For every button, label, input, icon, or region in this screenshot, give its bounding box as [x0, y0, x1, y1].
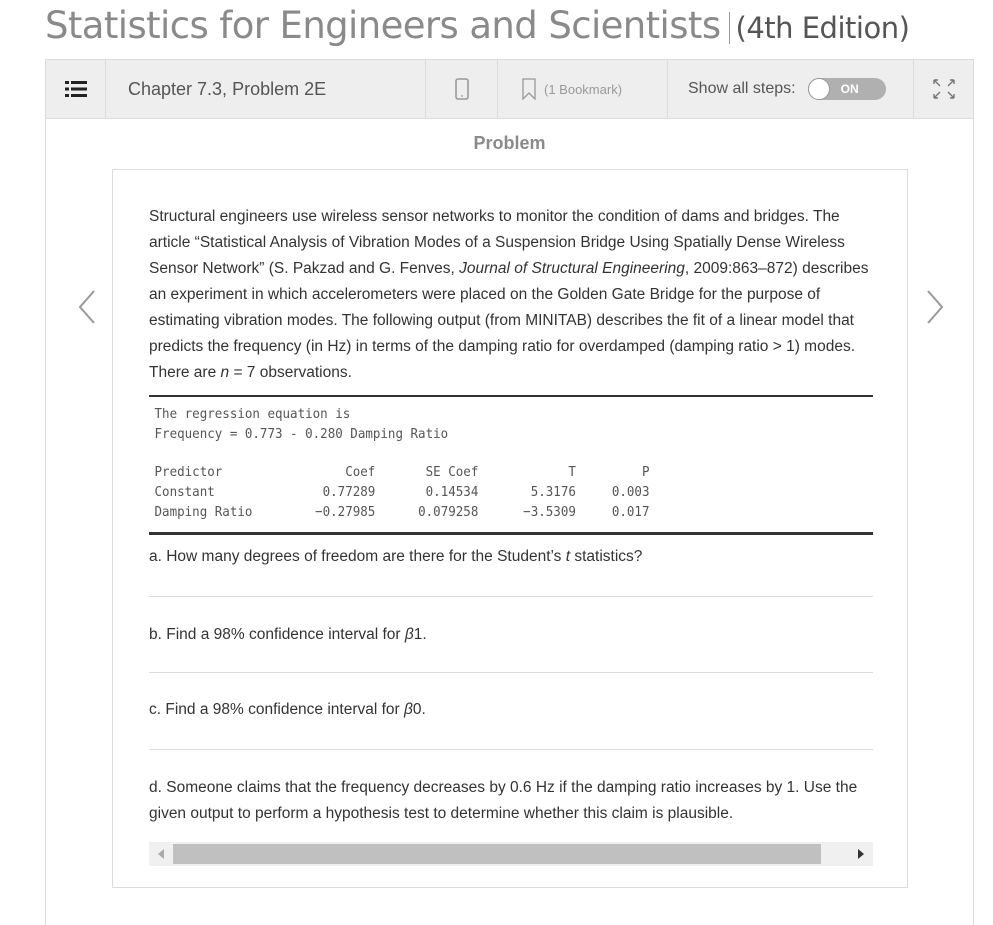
scrollbar-thumb[interactable]	[173, 844, 821, 864]
beta-symbol: β	[404, 626, 414, 643]
list-icon	[65, 81, 87, 97]
cell: −0.27985	[315, 504, 376, 520]
scroll-left-button[interactable]	[151, 842, 171, 866]
question-a	[149, 535, 873, 596]
question-text: 1.	[413, 626, 427, 643]
question-text: 0.	[412, 701, 426, 718]
table-row	[155, 502, 874, 522]
toggle-state: ON	[840, 82, 859, 96]
bookmark-label: (1 Bookmark)	[544, 81, 623, 97]
journal-name: Journal of Structural Engineering	[459, 260, 685, 277]
cell: Damping Ratio	[154, 504, 253, 520]
question-text: c. Find a 98% confidence interval for	[149, 701, 405, 718]
show-all-steps-toggle[interactable]	[808, 78, 886, 100]
question-text: statistics?	[570, 548, 643, 565]
regression-line-1: The regression equation is	[154, 406, 351, 422]
cell: Constant	[154, 484, 215, 500]
cell: 0.14534	[425, 484, 479, 500]
table-header	[155, 462, 874, 482]
cell: 0.003	[611, 484, 650, 500]
question-c	[149, 673, 873, 749]
t-variable: t	[565, 548, 571, 565]
previous-button[interactable]	[72, 287, 102, 327]
scroll-left-icon	[158, 849, 164, 859]
chapter-label: Chapter 7.3, Problem 2E	[128, 78, 327, 99]
chevron-right-icon	[920, 287, 950, 327]
chapter-selector[interactable]	[106, 60, 426, 118]
intro-text-1: Structural engineers use wireless sensor networks to monitor the condition of dams and bridges. The article “Statistical Analysis of Vibration Modes of a Suspension Bridge Using Spatially Dense Wireless Sensor Network” (S. Pakzad and G. Fenves,	[149, 208, 845, 277]
toc-button[interactable]	[46, 60, 106, 118]
bookmark-icon	[522, 78, 536, 100]
book-title-text: Statistics for Engineers and Scientists	[45, 4, 721, 47]
question-text: a. How many degrees of freedom are there for the Student’s	[149, 548, 566, 565]
question-b	[149, 597, 873, 672]
expand-button[interactable]	[914, 60, 973, 118]
expand-arrows-icon	[932, 78, 956, 100]
problem-box	[112, 169, 908, 888]
n-variable: n	[220, 364, 230, 381]
header-t: T	[568, 464, 576, 480]
intro-text-3: = 7 observations.	[229, 364, 352, 381]
section-heading: Problem	[473, 133, 546, 153]
header-coef: Coef	[345, 464, 376, 480]
problem-content	[149, 204, 873, 866]
cell: −3.5309	[523, 504, 576, 520]
header-p: P	[641, 464, 650, 480]
cell: 0.079258	[418, 504, 479, 520]
cell: 5.3176	[530, 484, 576, 500]
scroll-right-icon	[858, 849, 864, 859]
show-all-steps	[668, 60, 914, 118]
table-row	[155, 482, 874, 502]
toolbar	[45, 59, 974, 119]
problem-intro	[149, 204, 873, 386]
mobile-view-button[interactable]	[426, 60, 498, 118]
regression-equation: Frequency = 0.773 - 0.280 Damping Ratio	[154, 426, 449, 442]
next-button[interactable]	[920, 287, 950, 327]
content-frame	[45, 119, 974, 925]
minitab-output	[149, 395, 873, 535]
beta-symbol: β	[404, 701, 413, 718]
title-separator	[729, 12, 730, 44]
cell: 0.017	[611, 504, 650, 520]
mobile-phone-icon	[455, 78, 469, 100]
cell: 0.77289	[322, 484, 376, 500]
question-text: b. Find a 98% confidence interval for	[149, 626, 405, 643]
chevron-left-icon	[72, 287, 102, 327]
toggle-knob	[808, 78, 830, 100]
question-d: d. Someone claims that the frequency decreases by 0.6 Hz if the damping ratio increases by 1. Use the given output to perform a hypothesis test to determine whether this claim is plausible.	[149, 779, 858, 822]
horizontal-scrollbar[interactable]	[149, 842, 873, 866]
book-title	[45, 4, 909, 52]
scroll-right-button[interactable]	[851, 842, 871, 866]
show-all-steps-label: Show all steps:	[688, 80, 796, 97]
bookmark-button[interactable]	[498, 60, 668, 118]
header-predictor: Predictor	[154, 464, 223, 480]
intro-text-2: , 2009:863–872) describes an experiment in which accelerometers were placed on the Golden Gate Bridge for the purpose of estimating vibration modes. The following output (from MINITAB) describes the fit of a linear model that predicts the frequency (in Hz) in terms of the damping ratio for overdamped (damping ratio > 1) modes. There are	[149, 260, 869, 381]
book-edition: (4th Edition)	[735, 11, 910, 45]
header-se-coef: SE Coef	[425, 464, 479, 480]
